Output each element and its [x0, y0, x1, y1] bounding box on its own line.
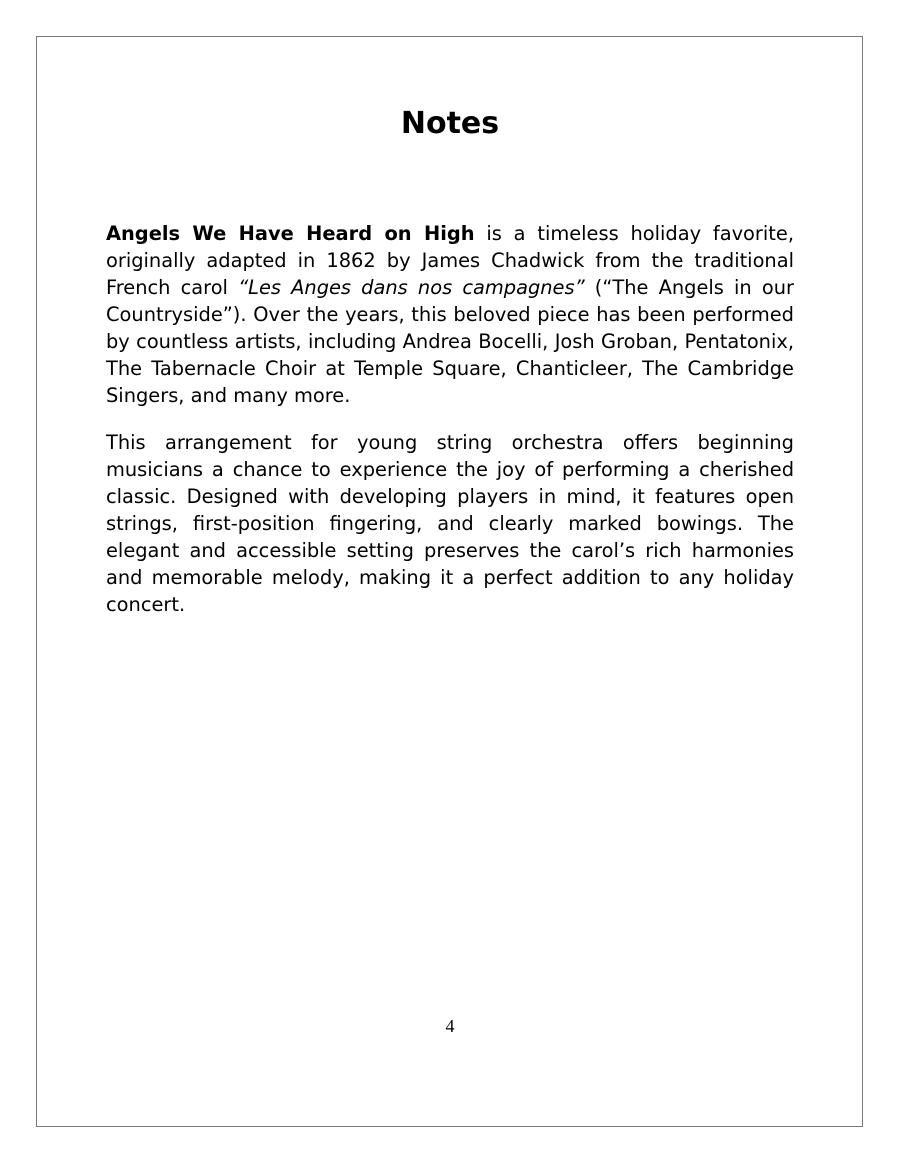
paragraph-history: [106, 220, 794, 409]
page-number: 4: [445, 1016, 455, 1036]
paragraph-history-text-a: is a timeless holiday favorite, originally adapted in 1862 by James Chadwick from the traditional French carol: [106, 222, 794, 299]
page-title: Notes: [400, 106, 500, 141]
french-carol-title: “Les Anges dans nos campagnes”: [238, 276, 585, 299]
paragraph-history-text-b: (“The Angels in our Countryside”). Over the years, this beloved piece has been performed by countless artists, including Andrea Bocelli, Josh Groban, Pentatonix, The Tabernacle Choir at Temple Square, Chanticleer, The Cambridge Singers, and many more.: [106, 276, 794, 407]
paragraph-arrangement: This arrangement for young string orchestra offers beginning musicians a chance to experience the joy of performing a cherished classic. Designed with developing players in mind, it features open strings, first-position fingering, and clearly marked bowings. The elegant and accessible setting preserves the carol’s rich harmonies and memorable melody, making it a perfect addition to any holiday concert.: [106, 431, 794, 616]
song-title-bold: Angels We Have Heard on High: [106, 222, 475, 245]
notes-body: [106, 220, 794, 638]
